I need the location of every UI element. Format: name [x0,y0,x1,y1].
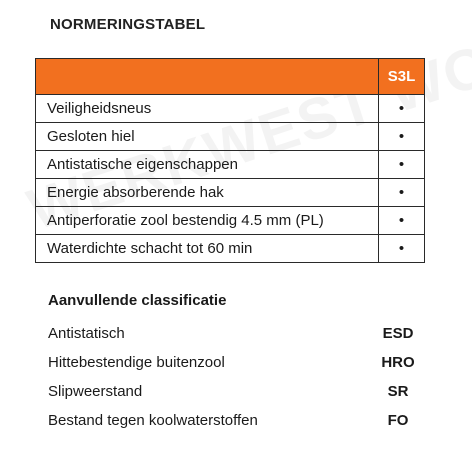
row-mark: • [379,95,425,123]
page-title: NORMERINGSTABEL [50,16,206,33]
classification-label: Hittebestendige buitenzool [48,354,225,371]
norm-table [35,58,425,263]
extra-classification-list [48,319,428,435]
row-mark: • [379,179,425,207]
list-item [48,377,428,406]
row-label: Gesloten hiel [36,123,379,151]
table-row [36,95,425,123]
row-mark: • [379,207,425,235]
classification-code: HRO [381,354,415,371]
extra-classification-title: Aanvullende classificatie [48,292,227,309]
classification-label: Slipweerstand [48,383,143,400]
classification-label: Bestand tegen koolwaterstoffen [48,412,258,429]
row-label: Antiperforatie zool bestendig 4.5 mm (PL) [36,207,379,235]
classification-code: ESD [382,325,414,342]
list-item [48,319,428,348]
table-row [36,123,425,151]
row-mark: • [379,235,425,263]
row-label: Antistatische eigenschappen [36,151,379,179]
norm-table-header-s3l: S3L [379,59,425,95]
row-mark: • [379,151,425,179]
list-item [48,406,428,435]
row-label: Waterdichte schacht tot 60 min [36,235,379,263]
classification-code: FO [387,412,409,429]
norm-table-header-blank [36,59,379,95]
classification-code: SR [387,383,409,400]
table-row [36,207,425,235]
classification-label: Antistatisch [48,325,125,342]
row-label: Energie absorberende hak [36,179,379,207]
row-label: Veiligheidsneus [36,95,379,123]
table-row [36,179,425,207]
list-item [48,348,428,377]
table-row [36,235,425,263]
row-mark: • [379,123,425,151]
norm-table-header-row [36,59,425,95]
table-row [36,151,425,179]
